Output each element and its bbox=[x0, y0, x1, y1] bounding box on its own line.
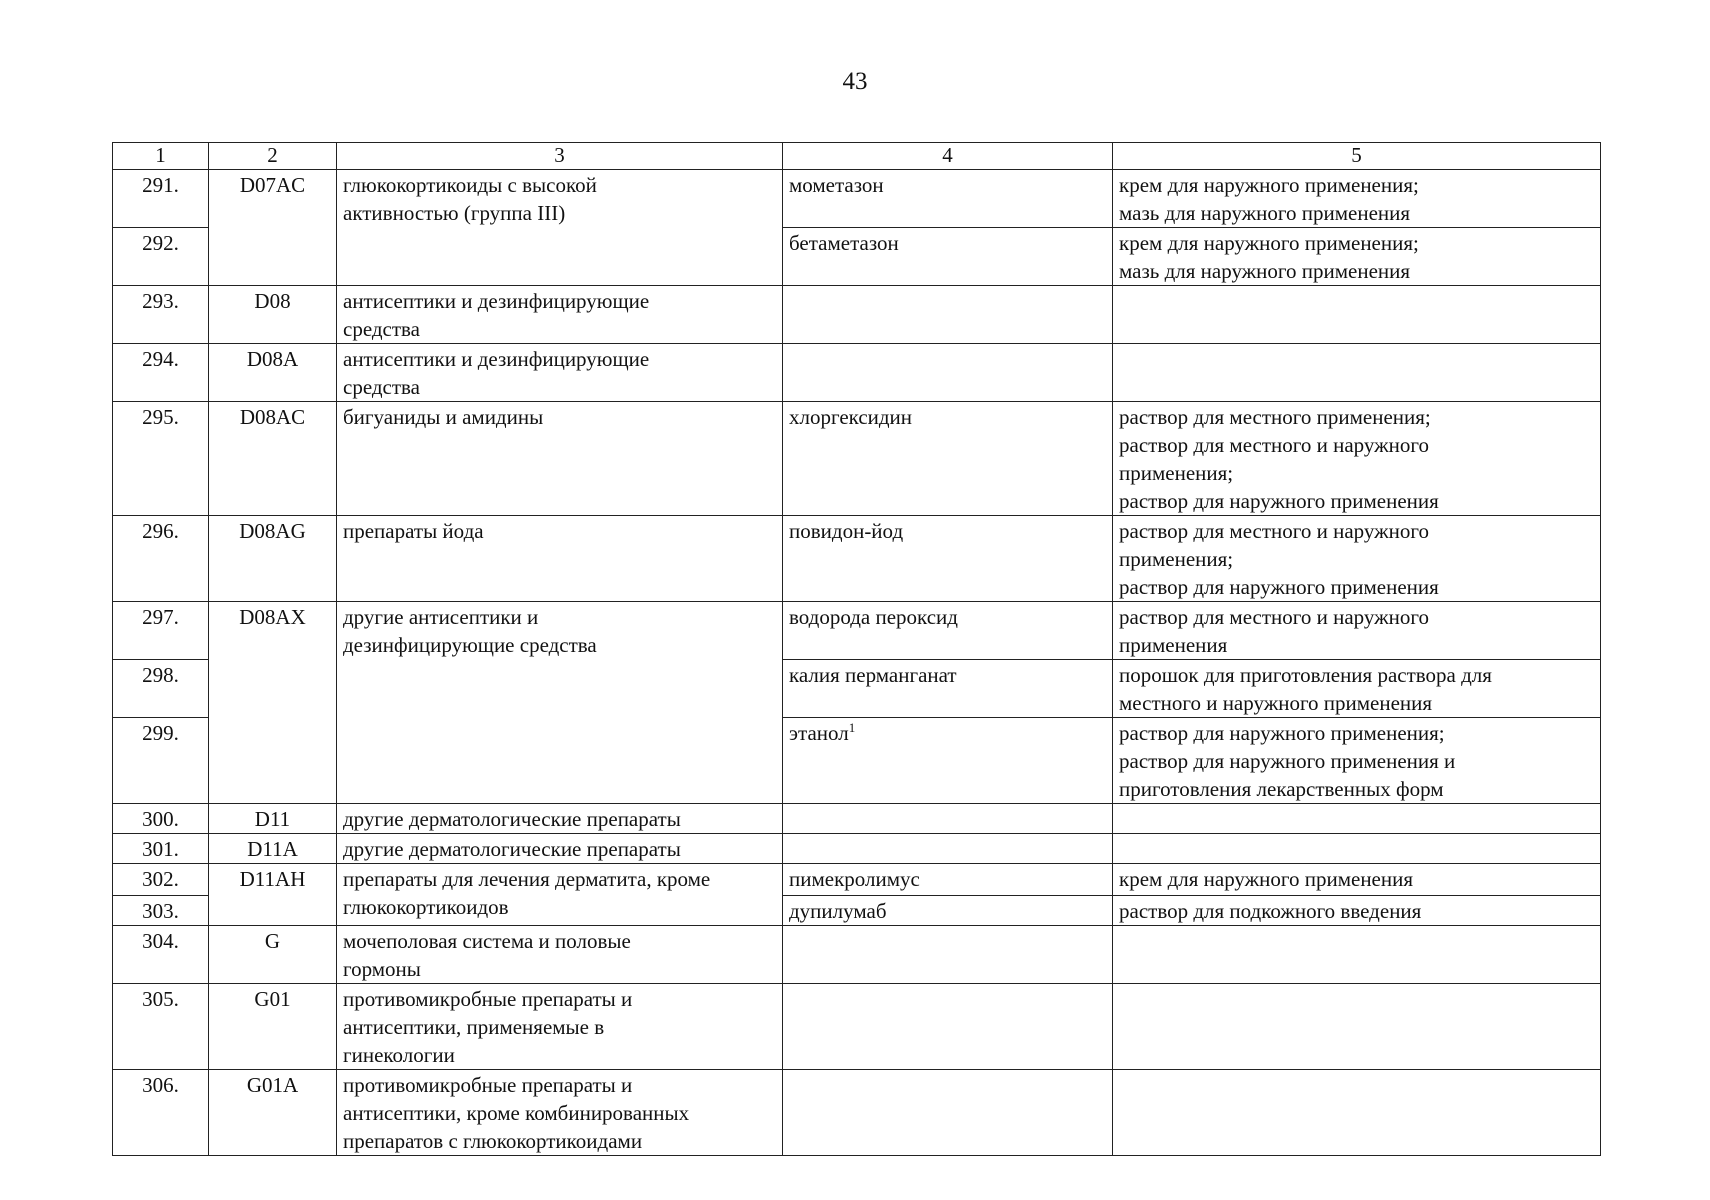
row-number: 298. bbox=[113, 660, 209, 718]
drug-name: хлоргексидин bbox=[783, 402, 1113, 516]
atc-code: D08AG bbox=[209, 516, 337, 602]
drug-name-cell bbox=[783, 718, 1113, 804]
atc-group: противомикробные препараты и антисептики, кроме комбинированных препаратов с глюкокортикоидами bbox=[337, 1070, 783, 1156]
atc-code: D07AC bbox=[209, 170, 337, 286]
drug-name: пимекролимус bbox=[783, 864, 1113, 896]
drug-name: повидон-йод bbox=[783, 516, 1113, 602]
table-row bbox=[113, 1070, 1601, 1156]
table-row bbox=[113, 834, 1601, 864]
atc-code: D11AH bbox=[209, 864, 337, 926]
atc-group: противомикробные препараты и антисептики, применяемые в гинекологии bbox=[337, 984, 783, 1070]
drug-list-table bbox=[112, 142, 1601, 1156]
drug-name bbox=[783, 834, 1113, 864]
dosage-forms: раствор для наружного применения; раствор для наружного применения и приготовления лекарственных форм bbox=[1113, 718, 1601, 804]
atc-group: глюкокортикоиды с высокой активностью (группа III) bbox=[337, 170, 783, 286]
row-number: 306. bbox=[113, 1070, 209, 1156]
row-number: 300. bbox=[113, 804, 209, 834]
atc-group: другие антисептики и дезинфицирующие средства bbox=[337, 602, 783, 804]
atc-code: D08AC bbox=[209, 402, 337, 516]
dosage-forms: раствор для подкожного введения bbox=[1113, 896, 1601, 926]
column-header: 1 bbox=[113, 143, 209, 170]
atc-group: препараты для лечения дерматита, кроме глюкокортикоидов bbox=[337, 864, 783, 926]
dosage-forms: раствор для местного и наружного применения bbox=[1113, 602, 1601, 660]
drug-name: бетаметазон bbox=[783, 228, 1113, 286]
column-header: 5 bbox=[1113, 143, 1601, 170]
row-number: 291. bbox=[113, 170, 209, 228]
table-row bbox=[113, 864, 1601, 896]
atc-group: антисептики и дезинфицирующие средства bbox=[337, 344, 783, 402]
row-number: 295. bbox=[113, 402, 209, 516]
atc-group: другие дерматологические препараты bbox=[337, 804, 783, 834]
dosage-forms: раствор для местного применения; раствор для местного и наружного применения; раствор для наружного применения bbox=[1113, 402, 1601, 516]
atc-group: мочеполовая система и половые гормоны bbox=[337, 926, 783, 984]
row-number: 301. bbox=[113, 834, 209, 864]
row-number: 296. bbox=[113, 516, 209, 602]
dosage-forms: крем для наружного применения; мазь для наружного применения bbox=[1113, 170, 1601, 228]
atc-group: антисептики и дезинфицирующие средства bbox=[337, 286, 783, 344]
row-number: 292. bbox=[113, 228, 209, 286]
table-row bbox=[113, 984, 1601, 1070]
dosage-forms: порошок для приготовления раствора для местного и наружного применения bbox=[1113, 660, 1601, 718]
dosage-forms bbox=[1113, 984, 1601, 1070]
drug-name bbox=[783, 286, 1113, 344]
atc-group: другие дерматологические препараты bbox=[337, 834, 783, 864]
row-number: 304. bbox=[113, 926, 209, 984]
atc-group: препараты йода bbox=[337, 516, 783, 602]
dosage-forms bbox=[1113, 834, 1601, 864]
drug-name: этанол bbox=[789, 721, 849, 745]
atc-code: G bbox=[209, 926, 337, 984]
column-number-row bbox=[113, 143, 1601, 170]
dosage-forms: крем для наружного применения bbox=[1113, 864, 1601, 896]
atc-code: D11A bbox=[209, 834, 337, 864]
atc-code: D08 bbox=[209, 286, 337, 344]
table-row bbox=[113, 286, 1601, 344]
row-number: 297. bbox=[113, 602, 209, 660]
column-header: 3 bbox=[337, 143, 783, 170]
dosage-forms bbox=[1113, 926, 1601, 984]
drug-name: мометазон bbox=[783, 170, 1113, 228]
dosage-forms: крем для наружного применения; мазь для наружного применения bbox=[1113, 228, 1601, 286]
row-number: 294. bbox=[113, 344, 209, 402]
atc-code: D11 bbox=[209, 804, 337, 834]
drug-name bbox=[783, 804, 1113, 834]
atc-code: G01A bbox=[209, 1070, 337, 1156]
row-number: 303. bbox=[113, 896, 209, 926]
table-row bbox=[113, 516, 1601, 602]
atc-code: D08AX bbox=[209, 602, 337, 804]
drug-name: дупилумаб bbox=[783, 896, 1113, 926]
table-row bbox=[113, 344, 1601, 402]
dosage-forms bbox=[1113, 344, 1601, 402]
table-row bbox=[113, 926, 1601, 984]
atc-code: G01 bbox=[209, 984, 337, 1070]
row-number: 299. bbox=[113, 718, 209, 804]
page-number: 43 bbox=[842, 68, 868, 95]
row-number: 293. bbox=[113, 286, 209, 344]
footnote-marker: 1 bbox=[848, 720, 856, 735]
drug-name bbox=[783, 926, 1113, 984]
row-number: 302. bbox=[113, 864, 209, 896]
atc-code: D08A bbox=[209, 344, 337, 402]
drug-name bbox=[783, 984, 1113, 1070]
column-header: 2 bbox=[209, 143, 337, 170]
drug-name bbox=[783, 1070, 1113, 1156]
row-number: 305. bbox=[113, 984, 209, 1070]
table-row bbox=[113, 170, 1601, 228]
drug-name: водорода пероксид bbox=[783, 602, 1113, 660]
table-row bbox=[113, 602, 1601, 660]
dosage-forms bbox=[1113, 804, 1601, 834]
dosage-forms bbox=[1113, 286, 1601, 344]
dosage-forms: раствор для местного и наружного применения; раствор для наружного применения bbox=[1113, 516, 1601, 602]
column-header: 4 bbox=[783, 143, 1113, 170]
drug-name: калия перманганат bbox=[783, 660, 1113, 718]
table-row bbox=[113, 402, 1601, 516]
table-row bbox=[113, 804, 1601, 834]
atc-group: бигуаниды и амидины bbox=[337, 402, 783, 516]
dosage-forms bbox=[1113, 1070, 1601, 1156]
drug-name bbox=[783, 344, 1113, 402]
